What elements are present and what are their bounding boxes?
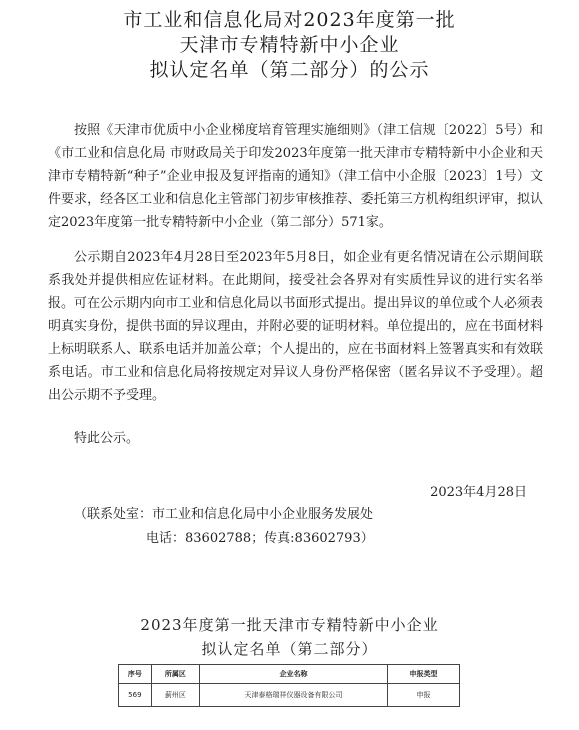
paragraph-text-1: 按照《天津市优质中小企业梯度培育管理实施细则》（津工信规〔2022〕5号）和《市工业和信息化局 市财政局关于印发2023年度第一批天津市专精特新中小企业和天津市专精特新“种子”企业申报及复评指南的通知》（津工信中小企服〔2023〕1号）文件要求，经各区工业和信息化主管部门初步审核推荐、委托第三方机构组织评审，拟认定2023年度第一批专精特新中小企业（第二部分）571家。	[48, 123, 543, 230]
column-header-district: 所属区	[151, 665, 199, 684]
table-header-row	[119, 665, 460, 684]
cell-district: 蓟州区	[151, 684, 199, 707]
table-row	[119, 684, 460, 707]
body-paragraph-2	[48, 246, 543, 407]
column-header-company: 企业名称	[200, 665, 388, 684]
list-title-line-2: 拟认定名单（第二部分）	[201, 640, 378, 658]
title-line-1: 市工业和信息化局对2023年度第一批	[123, 9, 456, 31]
cell-number: 569	[119, 684, 152, 707]
cell-company: 天津泰格瑞祥仪器设备有限公司	[200, 684, 388, 707]
list-title-line-1: 2023年度第一批天津市专精特新中小企业	[140, 616, 439, 634]
paragraph-text-2: 公示期自2023年4月28日至2023年5月8日，如企业有更名情况请在公示期间联系我处并提供相应佐证材料。在此期间，接受社会各界对有实质性异议的进行实名举报。可在公示期内向市工业和信息化局以书面形式提出。提出异议的单位或个人必须表明真实身份，提供书面的异议理由，并附必要的证明材料。单位提出的，应在书面材料上标明联系人、联系电话并加盖公章；个人提出的，应在书面材料上签署真实和有效联系电话。市工业和信息化局将按规定对异议人身份严格保密（匿名异议不予受理）。超出公示期不予受理。	[48, 250, 543, 403]
title-line-3: 拟认定名单（第二部分）的公示	[149, 59, 430, 81]
contact-phone-fax: 电话：83602788；传真:83602793）	[146, 531, 374, 546]
body-paragraph-1	[48, 119, 543, 234]
contact-department: （联系处室：市工业和信息化局中小企业服务发展处	[74, 507, 374, 522]
company-list-table	[118, 664, 460, 707]
body-paragraph-3	[48, 427, 543, 450]
cell-type: 申报	[388, 684, 460, 707]
title-line-2: 天津市专精特新中小企业	[179, 34, 400, 56]
column-header-number: 序号	[119, 665, 152, 684]
publish-date: 2023年4月28日	[430, 485, 527, 500]
paragraph-text-3: 特此公示。	[74, 431, 140, 446]
list-title	[0, 613, 579, 661]
column-header-type: 申报类型	[388, 665, 460, 684]
document-title	[0, 8, 579, 83]
